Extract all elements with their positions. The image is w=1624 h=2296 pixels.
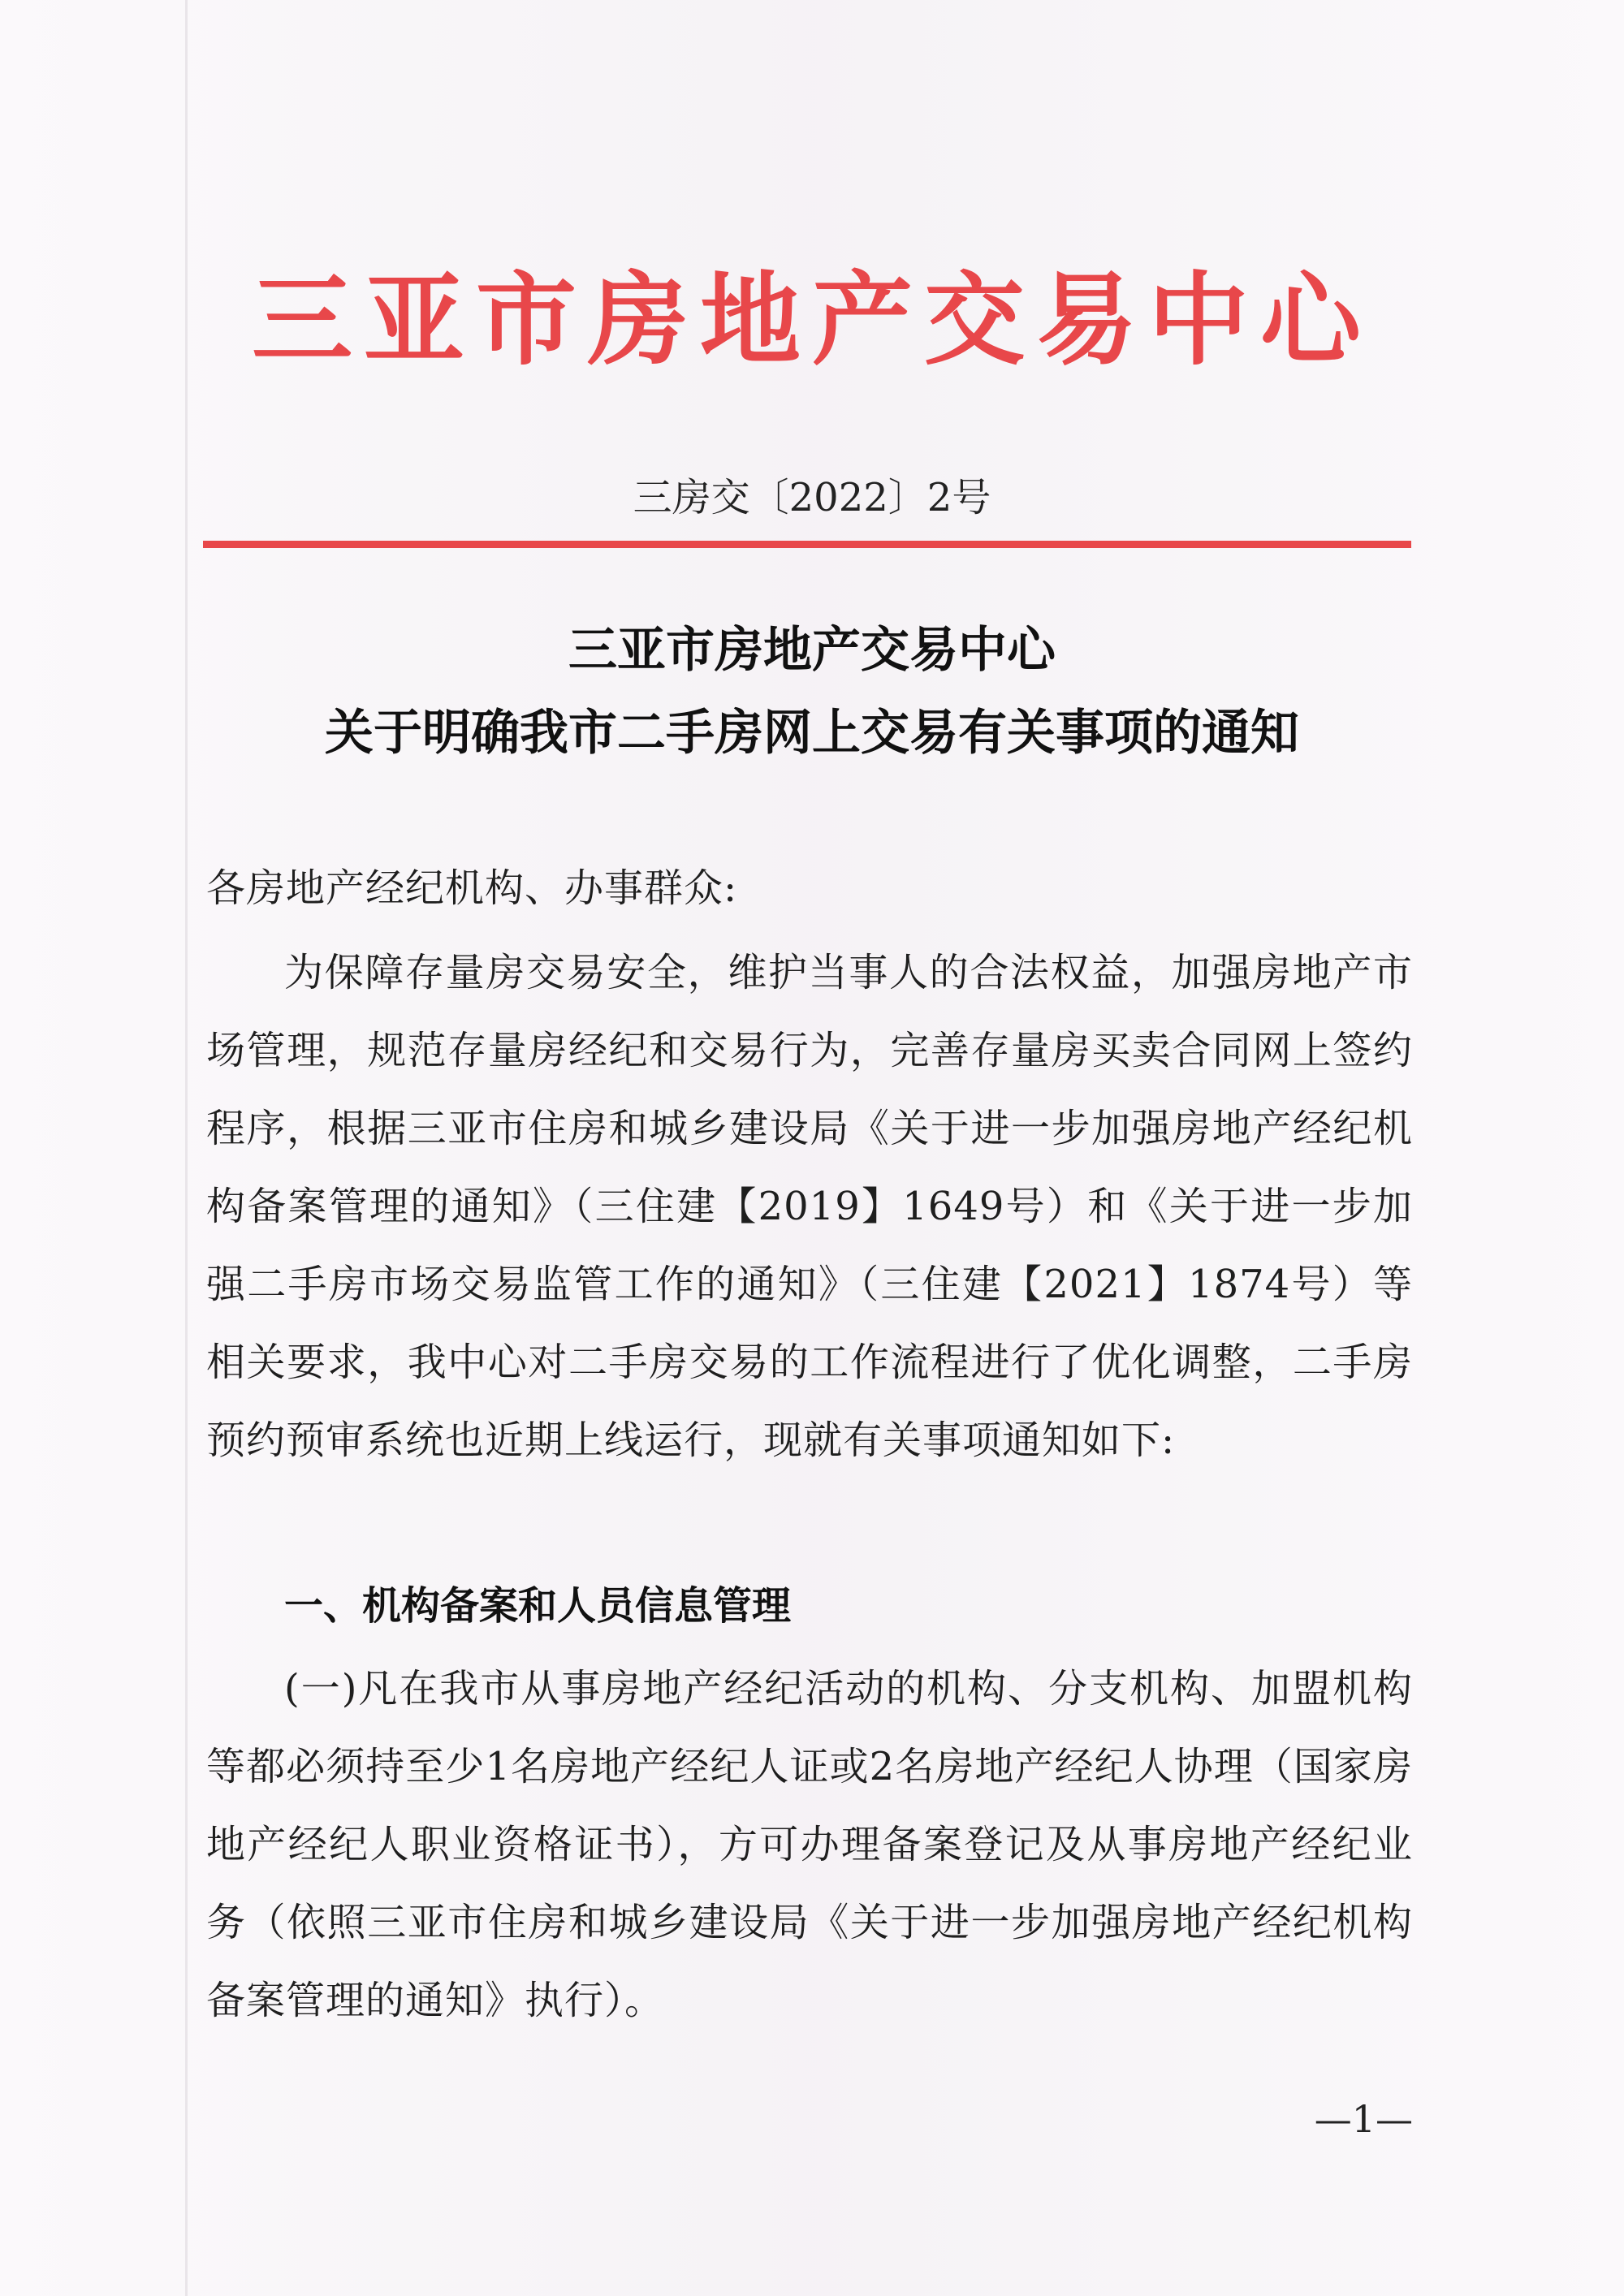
document-title-line1: 三亚市房地产交易中心 [568,622,1056,679]
scan-fold-line [185,0,188,2296]
body-paragraph-1: 为保障存量房交易安全，维护当事人的合法权益，加强房地产市场管理，规范存量房经纪和交易行为，完善存量房买卖合同网上签约程序，根据三亚市住房和城乡建设局《关于进一步加强房地产经纪机构备案管理的通知》（三住建【2019】1649号）和《关于进一步加强二手房市场交易监管工作的通知》（三住建【2021】1874号）等相关要求，我中心对二手房交易的工作流程进行了优化调整，二手房预约预审系统也近期上线运行，现就有关事项通知如下: [206,950,1413,1463]
red-separator-line [203,541,1411,548]
section-1-paragraph-1: (一)凡在我市从事房地产经纪活动的机构、分支机构、加盟机构等都必须持至少1名房地产经纪人证或2名房地产经纪人协理（国家房地产经纪人职业资格证书），方可办理备案登记及从事房地产经纪业务（依照三亚市住房和城乡建设局《关于进一步加强房地产经纪机构备案管理的通知》执行）。 [206,1666,1413,2023]
addressee: 各房地产经纪机构、办事群众: [206,865,738,911]
page-number: —1— [1314,2097,1413,2141]
document-number: 三房交〔2022〕2号 [633,475,991,520]
issuer-letterhead: 三亚市房地产交易中心 [251,261,1372,379]
section-heading-1: 一、机构备案和人员信息管理 [284,1583,792,1629]
document-title-line2: 关于明确我市二手房网上交易有关事项的通知 [325,705,1299,762]
